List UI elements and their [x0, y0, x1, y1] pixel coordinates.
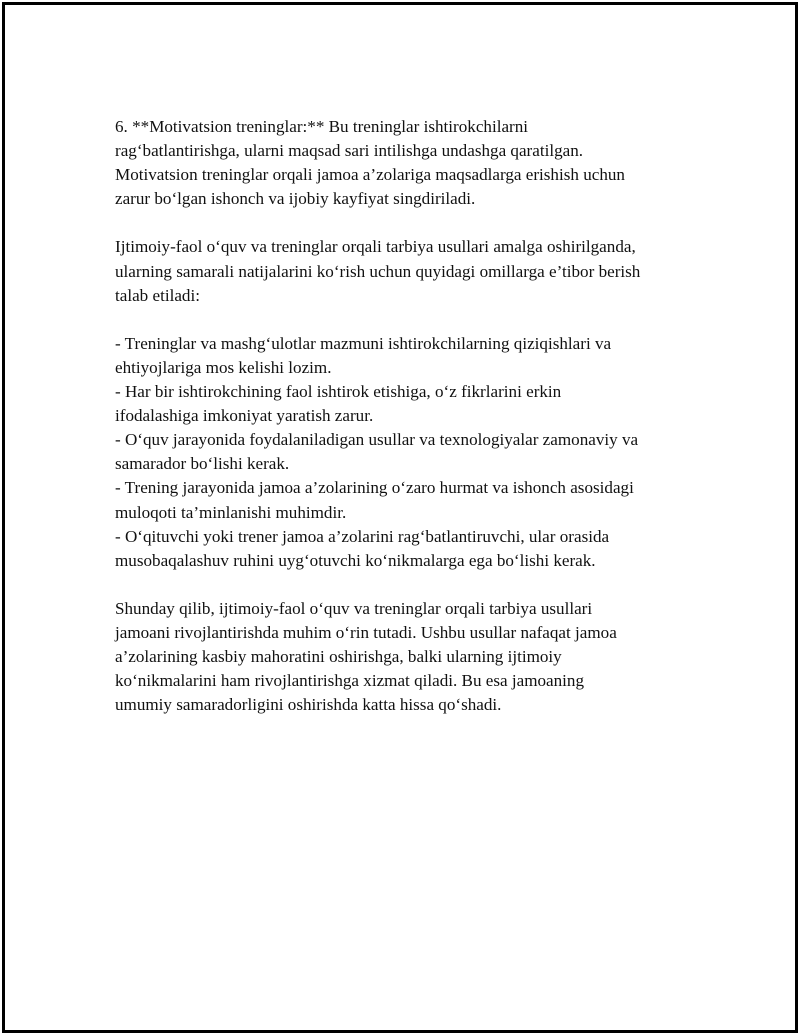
- list-item-line: - Har bir ishtirokchining faol ishtirok etishiga, o‘z fikrlarini erkin: [115, 382, 562, 402]
- list-item-line: samarador bo‘lishi kerak.: [115, 454, 290, 474]
- text-line: jamoani rivojlantirishda muhim o‘rin tutadi. Ushbu usullar nafaqat jamoa: [115, 622, 617, 642]
- text-line: Shunday qilib, ijtimoiy-faol o‘quv va treninglar orqali tarbiya usullari: [115, 598, 593, 618]
- text-line: rag‘batlantirishga, ularni maqsad sari intilishga undashga qaratilgan.: [115, 141, 584, 161]
- factors-list: [115, 332, 705, 573]
- paragraph-factors-intro: [115, 235, 705, 307]
- text-line: talab etiladi:: [115, 285, 200, 305]
- text-line: umumiy samaradorligini oshirishda katta hissa qo‘shadi.: [115, 695, 502, 715]
- list-item-line: - Treninglar va mashg‘ulotlar mazmuni ishtirokchilarning qiziqishlari va: [115, 333, 612, 353]
- text-line: Ijtimoiy-faol o‘quv va treninglar orqali tarbiya usullari amalga oshirilganda,: [115, 237, 636, 257]
- list-item-line: - O‘qituvchi yoki trener jamoa a’zolarini rag‘batlantiruvchi, ular orasida: [115, 526, 610, 546]
- paragraph-conclusion: [115, 597, 705, 717]
- list-item-line: musobaqalashuv ruhini uyg‘otuvchi ko‘nikmalarga ega bo‘lishi kerak.: [115, 550, 596, 570]
- list-item-line: - Trening jarayonida jamoa a’zolarining o‘zaro hurmat va ishonch asosidagi: [115, 478, 634, 498]
- text-line: 6. **Motivatsion treninglar:** Bu treninglar ishtirokchilarni: [115, 117, 529, 136]
- list-item-line: - O‘quv jarayonida foydalaniladigan usullar va texnologiyalar zamonaviy va: [115, 430, 639, 450]
- paragraph-motivational-trainings: [115, 115, 705, 211]
- list-item-line: ehtiyojlariga mos kelishi lozim.: [115, 357, 332, 377]
- text-line: ularning samarali natijalarini ko‘rish uchun quyidagi omillarga e’tibor berish: [115, 261, 641, 281]
- text-line: a’zolarining kasbiy mahoratini oshirishga, balki ularning ijtimoiy: [115, 647, 562, 667]
- text-line: Motivatsion treninglar orqali jamoa a’zolariga maqsadlarga erishish uchun: [115, 165, 625, 185]
- text-line: zarur bo‘lgan ishonch va ijobiy kayfiyat singdiriladi.: [115, 189, 476, 209]
- list-item-line: ifodalashiga imkoniyat yaratish zarur.: [115, 406, 374, 426]
- list-item-line: muloqoti ta’minlanishi muhimdir.: [115, 502, 347, 522]
- document-body: [115, 115, 705, 741]
- text-line: ko‘nikmalarini ham rivojlantirishga xizmat qiladi. Bu esa jamoaning: [115, 671, 585, 691]
